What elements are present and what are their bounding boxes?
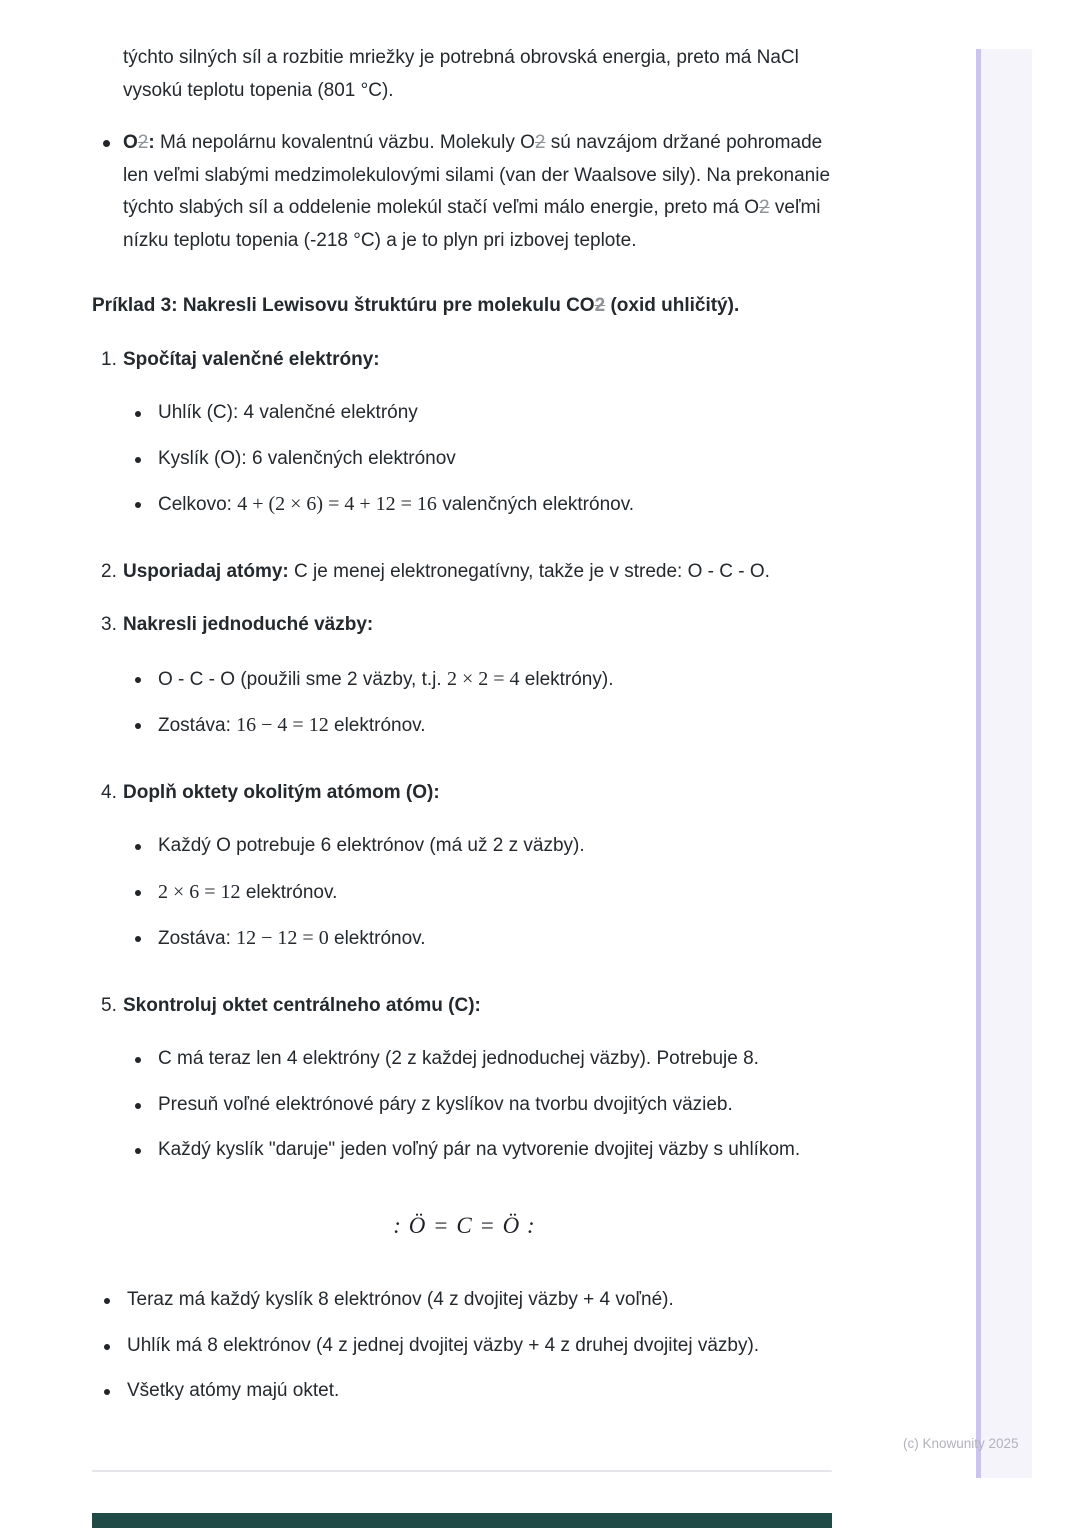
step-5-title: Skontroluj oktet centrálneho atómu (C):: [123, 994, 481, 1016]
step-3-sublist: [123, 663, 837, 743]
bullet-icon: [104, 1344, 110, 1350]
step-4-sublist: [123, 830, 837, 956]
list-item: [92, 1330, 837, 1363]
math-expression: 16 − 4 = 12: [236, 714, 329, 736]
list-item: [123, 1089, 837, 1122]
document-page: [92, 42, 837, 1421]
list-item: [123, 830, 837, 863]
step-4-title: Doplň oktety okolitým atómom (O):: [123, 781, 440, 803]
conclusion-bullet-3: Všetky atómy majú oktet.: [127, 1380, 340, 1401]
step-4-bullet-2-tail: elektrónov.: [240, 881, 338, 903]
math-expression: 2 × 2 = 4: [446, 667, 520, 690]
bullet-icon: [135, 890, 141, 896]
list-item-o2: [92, 127, 837, 257]
step-4-bullet-1: Každý O potrebuje 6 elektrónov (má už 2 z väzby).: [158, 835, 585, 856]
list-item: [123, 876, 837, 910]
step-3-bullet-2-tail: elektrónov.: [328, 715, 426, 736]
bullet-icon: [135, 1103, 141, 1109]
step-5-sublist: [123, 1043, 837, 1167]
example-heading: [92, 290, 837, 323]
step-2: [92, 556, 837, 589]
list-item: [123, 397, 837, 430]
o2-term: O: [123, 132, 138, 153]
step-2-body: [123, 556, 837, 589]
step-3-bullet-1: O - C - O (použili sme 2 väzby, t.j.: [158, 668, 447, 690]
step-5-number: 5.: [101, 994, 117, 1016]
step-1: [92, 344, 837, 535]
bullet-icon: [135, 677, 141, 683]
bullet-icon: [135, 502, 141, 508]
bullet-icon: [135, 1148, 141, 1154]
bullet-icon: [104, 1298, 110, 1304]
step-3: [92, 609, 837, 756]
step-4: [92, 777, 837, 969]
step-2-text: C je menej elektronegatívny, takže je v strede: O - C - O.: [288, 560, 770, 582]
copyright-notice: (c) Knowunity 2025: [903, 1436, 1019, 1451]
conclusion-bullet-1: Teraz má každý kyslík 8 elektrónov (4 z dvojitej väzby + 4 voľné).: [127, 1289, 674, 1310]
list-item: [123, 1043, 837, 1076]
bullet-icon: [103, 140, 110, 147]
step-5-bullet-1: C má teraz len 4 elektróny (2 z každej jednoduchej väzby). Potrebuje 8.: [158, 1048, 759, 1069]
step-5-body: [123, 990, 837, 1180]
bullet-icon: [135, 844, 141, 850]
heading-subscript: 2: [594, 295, 606, 316]
step-1-sublist: [123, 397, 837, 522]
math-expression: 4 + (2 × 6) = 4 + 12 = 16: [237, 493, 437, 515]
heading-text-2: (oxid uhličitý).: [605, 295, 740, 316]
step-2-title: Usporiadaj atómy:: [123, 560, 289, 582]
page-divider: [92, 1470, 832, 1472]
step-1-title: Spočítaj valenčné elektróny:: [123, 348, 380, 370]
lewis-structure-formula-row: [92, 1210, 837, 1245]
conclusion-list: [92, 1284, 837, 1408]
list-item: [123, 443, 837, 476]
step-4-bullet-3-tail: elektrónov.: [328, 928, 426, 949]
math-expression: 12 − 12 = 0: [236, 927, 329, 949]
list-item: [123, 1134, 837, 1167]
step-3-bullet-1-tail: elektróny).: [519, 668, 614, 690]
step-4-bullet-3: Zostáva:: [158, 928, 237, 949]
list-item: [123, 709, 837, 743]
o2-colon: :: [148, 132, 155, 153]
bullet-icon: [135, 457, 141, 463]
step-3-bullet-2: Zostáva:: [158, 715, 237, 736]
step-4-number: 4.: [101, 781, 117, 803]
bullet-icon: [135, 411, 141, 417]
step-1-number: 1.: [101, 348, 117, 370]
o2-text-1: Má nepolárnu kovalentnú väzbu. Molekuly O: [154, 132, 535, 153]
list-item: [123, 922, 837, 956]
next-page-preview-bar: [92, 1513, 832, 1528]
step-1-bullet-3: Celkovo:: [158, 494, 238, 515]
step-1-body: [123, 344, 837, 535]
o2-text-3: veľmi nízku teplotu topenia (-218 °C) a je to plyn pri izbovej teplote.: [123, 197, 821, 251]
o2-subscript: 2: [137, 132, 149, 153]
step-4-body: [123, 777, 837, 969]
step-2-number: 2.: [101, 560, 117, 582]
list-item: [123, 488, 837, 522]
bullet-icon: [135, 936, 141, 942]
step-1-bullet-1: Uhlík (C): 4 valenčné elektróny: [158, 402, 418, 423]
step-5: [92, 990, 837, 1180]
step-5-bullet-3: Každý kyslík "daruje" jeden voľný pár na vytvorenie dvojitej väzby s uhlíkom.: [158, 1139, 801, 1160]
bullet-icon: [135, 1057, 141, 1063]
list-item: [123, 663, 837, 697]
list-item: [92, 1375, 837, 1408]
lewis-structure-formula: : Ö = C = Ö :: [393, 1212, 536, 1238]
conclusion-bullet-2: Uhlík má 8 elektrónov (4 z jednej dvojitej väzby + 4 z druhej dvojitej väzby).: [127, 1334, 760, 1356]
step-1-bullet-2: Kyslík (O): 6 valenčných elektrónov: [158, 447, 456, 469]
list-item: [92, 1284, 837, 1317]
step-3-title: Nakresli jednoduché väzby:: [123, 614, 374, 635]
math-expression: 2 × 6 = 12: [158, 880, 241, 903]
bullet-icon: [135, 723, 141, 729]
bullet-icon: [104, 1389, 110, 1395]
step-5-bullet-2: Presuň voľné elektrónové páry z kyslíkov na tvorbu dvojitých väzieb.: [158, 1093, 733, 1115]
step-3-body: [123, 609, 837, 756]
o2-subscript-3: 2: [759, 197, 770, 218]
side-rail: [976, 49, 1032, 1478]
step-1-bullet-3-tail: valenčných elektrónov.: [436, 494, 635, 515]
o2-text-2: sú navzájom držané pohromade len veľmi slabými medzimolekulovými silami (van der Waalsove sily). Na prekonanie týchto slabých síl a oddelenie molekúl stačí veľmi málo energie, preto má O: [123, 132, 831, 218]
top-bullet-list: [92, 127, 837, 257]
step-3-number: 3.: [101, 614, 117, 635]
heading-text-1: Príklad 3: Nakresli Lewisovu štruktúru pre molekulu CO: [92, 295, 595, 316]
o2-subscript-2: 2: [534, 132, 546, 153]
intro-paragraph: týchto silných síl a rozbitie mriežky je potrebná obrovská energia, preto má NaCl vysokú teplotu topenia (801 °C).: [123, 47, 799, 101]
